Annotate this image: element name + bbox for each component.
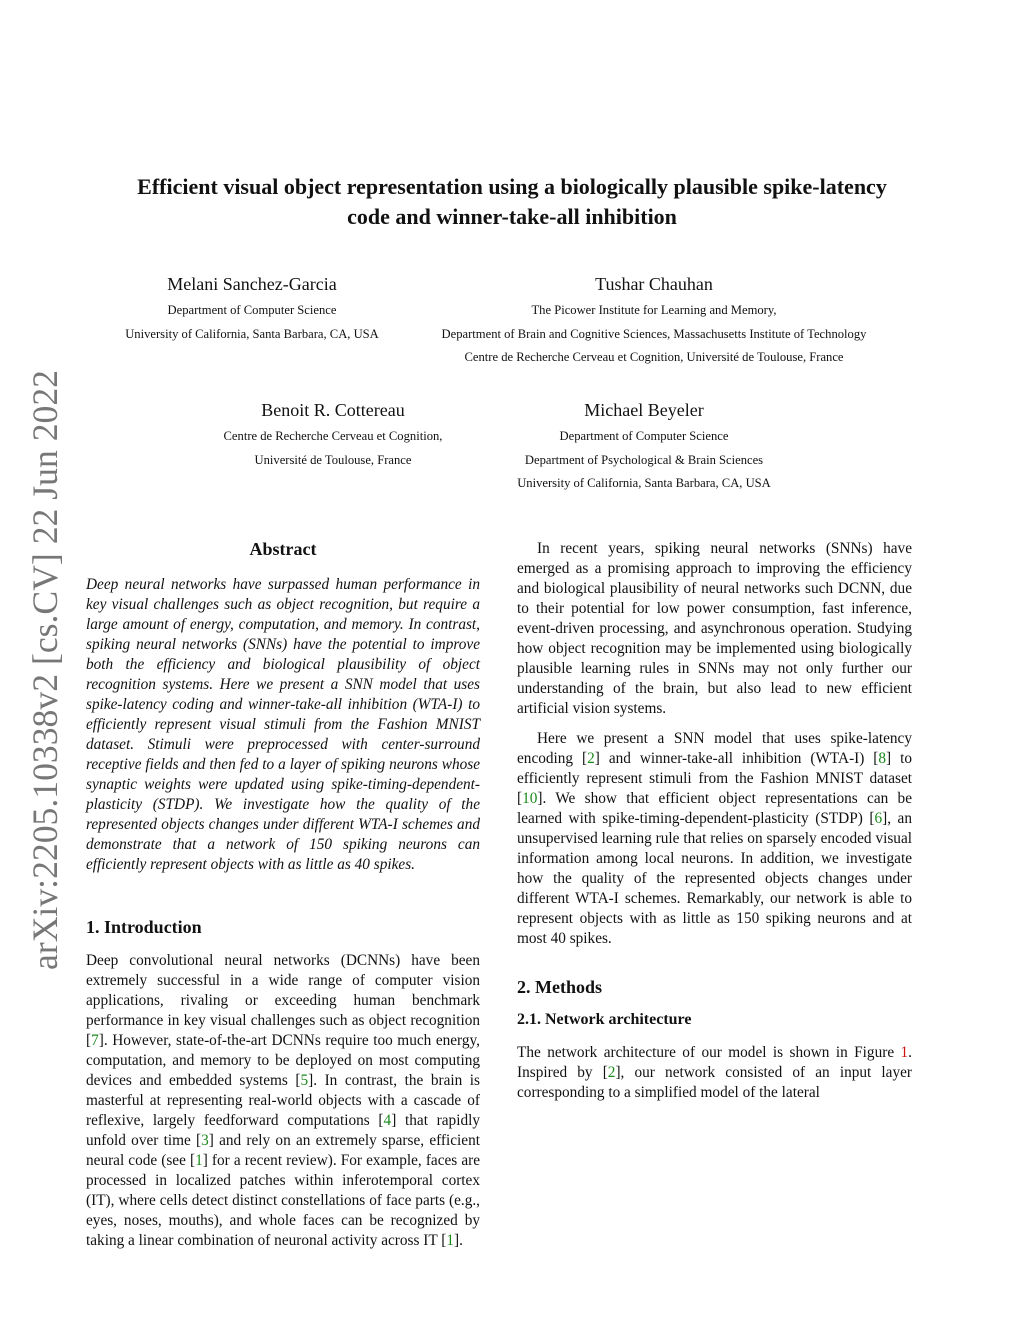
present-paragraph	[517, 729, 912, 949]
citation-link[interactable]: 8	[878, 750, 887, 767]
network-architecture-heading: 2.1. Network architecture	[517, 1011, 692, 1028]
text-run: Here we present a SNN model that uses spike-latency encoding [	[517, 730, 912, 767]
text-run: ]. However, state-of-the-art DCNNs require too much energy, computation, and memory to be deployed on most computing devices and embedded systems [	[86, 1032, 480, 1089]
author-affiliation: Centre de Recherche Cerveau et Cognition, Université de Toulouse, France	[464, 350, 844, 364]
author-block-1	[110, 272, 394, 346]
author-name: Melani Sanchez-Garcia	[167, 274, 337, 294]
author-name: Benoit R. Cottereau	[261, 400, 405, 420]
text-run: . Inspired by [	[517, 1044, 912, 1081]
left-column	[86, 537, 480, 1251]
arxiv-id-text: arXiv:2205.10338v2 [cs.CV] 22 Jun 2022	[25, 364, 65, 970]
text-run: ] and winner-take-all inhibition (WTA-I) [	[594, 750, 879, 767]
figure-link[interactable]: 1	[900, 1044, 909, 1061]
author-affiliation: Department of Psychological & Brain Sciences	[524, 452, 764, 467]
author-affiliation: Université de Toulouse, France	[254, 452, 412, 467]
network-paragraph	[517, 1043, 912, 1103]
citation-link[interactable]: 4	[383, 1112, 392, 1129]
citation-link[interactable]: 10	[522, 790, 538, 807]
citation-link[interactable]: 3	[201, 1132, 209, 1149]
arxiv-identifier	[6, 360, 76, 980]
title-line-1: Efficient visual object representation using a biologically plausible spike-latency	[137, 174, 887, 199]
author-affiliation: Department of Brain and Cognitive Sciences, Massachusetts Institute of Technology	[441, 326, 867, 341]
author-block-4	[494, 398, 794, 496]
author-affiliation: University of California, Santa Barbara, CA, USA	[125, 326, 379, 341]
methods-heading: 2. Methods	[517, 977, 602, 997]
author-name: Tushar Chauhan	[595, 274, 713, 294]
author-affiliation: Centre de Recherche Cerveau et Cognition,	[223, 429, 443, 443]
citation-link[interactable]: 2	[587, 750, 595, 767]
text-run: Deep convolutional neural networks (DCNNs) have been extremely successful in a wide range of computer vision applications, rivaling or exceeding human benchmark performance in key visual challenges such as object recognition [	[86, 952, 480, 1049]
author-affiliation: The Picower Institute for Learning and Memory,	[531, 303, 777, 317]
text-run: ] and rely on an extremely sparse, efficient neural code (see [	[86, 1132, 480, 1169]
text-run: ].	[454, 1232, 463, 1249]
text-run: ] that rapidly unfold over time [	[86, 1112, 480, 1149]
introduction-paragraph	[86, 951, 480, 1251]
author-affiliation: Department of Computer Science	[167, 303, 337, 317]
text-run: ], our network consisted of an input layer corresponding to a simplified model of the lateral	[517, 1064, 912, 1101]
text-run: The network architecture of our model is shown in Figure	[517, 1044, 901, 1061]
text-run: ]. We show that efficient object representations can be learned with spike-timing-dependent-plasticity (STDP) [	[517, 790, 912, 827]
citation-link[interactable]: 5	[300, 1072, 309, 1089]
introduction-heading: 1. Introduction	[86, 917, 202, 937]
right-column	[517, 539, 912, 1103]
citation-link[interactable]: 2	[607, 1064, 616, 1081]
citation-link[interactable]: 1	[446, 1232, 455, 1249]
title-line-2: code and winner-take-all inhibition	[347, 204, 677, 229]
citation-link[interactable]: 6	[874, 810, 883, 827]
paper-title	[60, 172, 964, 232]
text-run: ]. In contrast, the brain is masterful at representing real-world objects with a cascade of reflexive, largely feedforward computations [	[86, 1072, 480, 1129]
citation-link[interactable]: 1	[195, 1152, 203, 1169]
author-block-3	[190, 398, 476, 472]
text-run: ] to efficiently represent stimuli from the Fashion MNIST dataset [	[517, 750, 912, 807]
author-block-2	[424, 272, 884, 370]
snn-paragraph: In recent years, spiking neural networks (SNNs) have emerged as a promising approach to improving the efficiency and biological plausibility of neural networks such DCNN, due to their potential for low power consumption, fast inference, event-driven processing, and asynchronous operation. Studying how object recognition may be implemented using biologically plausible learning rules in SNNs may not only further our understanding of the brain, but also lead to new efficient artificial vision systems.	[517, 540, 912, 717]
citation-link[interactable]: 7	[91, 1032, 99, 1049]
author-affiliation: Department of Computer Science	[559, 429, 729, 443]
author-name: Michael Beyeler	[584, 400, 704, 420]
abstract-text: Deep neural networks have surpassed human performance in key visual challenges such as object recognition, but require a large amount of energy, computation, and memory. In contrast, spiking neural networks (SNNs) have the potential to improve both the efficiency and biological plausibility of object recognition systems. Here we present a SNN model that uses spike-latency coding and winner-take-all inhibition (WTA-I) to efficiently represent visual stimuli from the Fashion MNIST dataset. Stimuli were preprocessed with center-surround receptive fields and then fed to a layer of spiking neurons whose synaptic weights were updated using spike-timing-dependent-plasticity (STDP). We investigate how the quality of the represented objects changes under different WTA-I schemes and demonstrate that a network of 150 spiking neurons can efficiently represent objects with as little as 40 spikes.	[86, 576, 480, 873]
abstract-heading: Abstract	[249, 539, 317, 559]
author-affiliation: University of California, Santa Barbara, CA, USA	[517, 476, 771, 490]
text-run: ], an unsupervised learning rule that relies on sparsely encoded visual information among local neurons. In addition, we investigate how the quality of the represented objects changes under different WTA-I schemes. Remarkably, our network is able to represent objects with as little as 150 spiking neurons and at most 40 spikes.	[517, 810, 912, 947]
text-run: ] for a recent review). For example, faces are processed in localized patches within inferotemporal cortex (IT), where cells detect distinct constellations of face parts (e.g., eyes, noses, mouths), and whole faces can be recognized by taking a linear combination of neuronal activity across IT [	[86, 1152, 481, 1249]
